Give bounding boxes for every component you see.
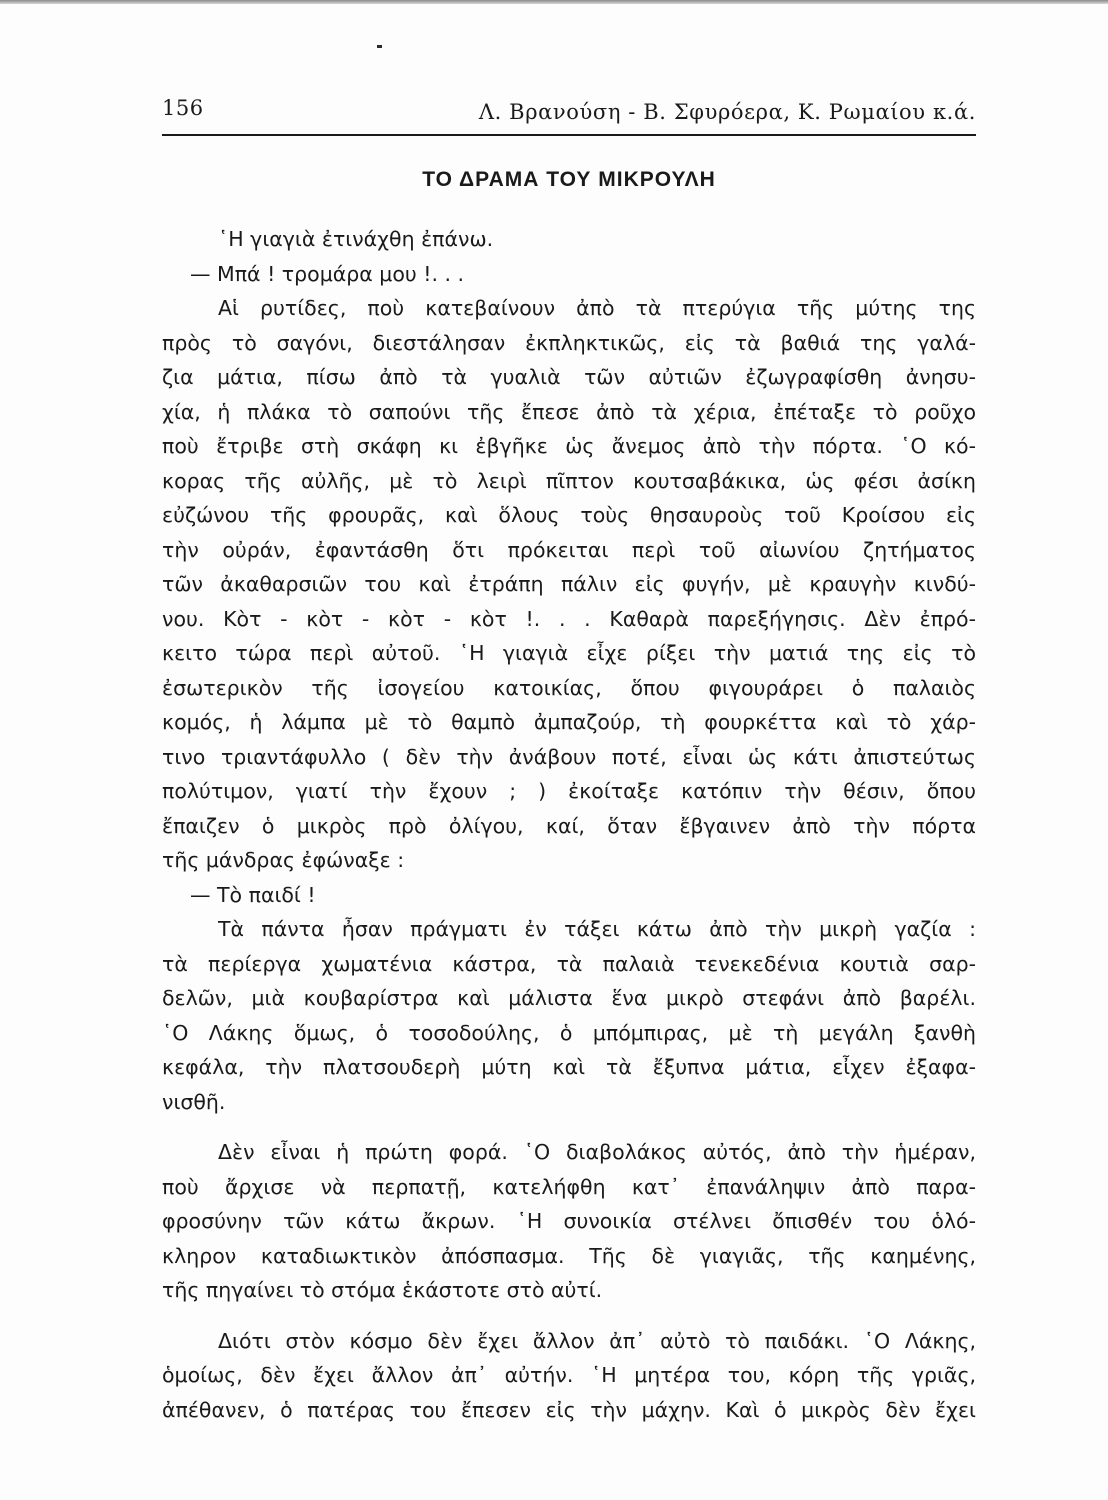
paragraph-gap <box>162 1308 976 1324</box>
text-line: Δὲν εἶναι ἡ πρώτη φορά. ῾Ο διαβολάκος αὐτός, ἀπὸ τὴν ἡμέραν, <box>218 1140 976 1164</box>
text-line: ἀπέθανεν, ὁ πατέρας του ἔπεσεν εἰς τὴν μάχην. Καὶ ὁ μικρὸς δὲν ἔχει <box>162 1397 976 1422</box>
text-line: χία, ἡ πλάκα τὸ σαπούνι τῆς ἔπεσε ἀπὸ τὰ χέρια, ἐπέταξε τὸ ροῦχο <box>162 399 976 424</box>
text-line: — Μπά ! τρομάρα μου !. . . <box>190 261 465 286</box>
text-line: τῆς μάνδρας ἐφώναξε : <box>162 848 405 872</box>
text-line: τὴν οὐράν, ἐφαντάσθη ὅτι πρόκειται περὶ τοῦ αἰωνίου ζητήματος <box>162 537 976 562</box>
text-line: κομός, ἡ λάμπα μὲ τὸ θαμπὸ ἀμπαζούρ, τὴ φουρκέττα καὶ τὸ χάρ- <box>162 710 976 734</box>
text-line: ζια μάτια, πίσω ἀπὸ τὰ γυαλιὰ τῶν αὐτιῶν ἐζωγραφίσθη ἀνησυ- <box>162 365 976 389</box>
scan-speck <box>377 45 382 48</box>
text-line: φροσύνην τῶν κάτω ἄκρων. ῾Η συνοικία στέλνει ὄπισθέν του ὁλό- <box>162 1209 976 1233</box>
text-line: ὁμοίως, δὲν ἔχει ἄλλον ἀπ᾿ αὐτήν. ῾Η μητέρα του, κόρη τῆς γριᾶς, <box>162 1363 976 1387</box>
chapter-title: ΤΟ ΔΡΑΜΑ ΤΟΥ ΜΙΚΡΟΥΛΗ <box>422 168 716 191</box>
text-line: κεφάλα, τὴν πλατσουδερὴ μύτη καὶ τὰ ἔξυπνα μάτια, εἶχεν ἐξαφα- <box>162 1055 976 1079</box>
text-line: κειτο τώρα περὶ αὐτοῦ. ῾Η γιαγιὰ εἶχε ρίξει τὴν ματιά της εἰς τὸ <box>162 641 976 665</box>
text-line: ῾Η γιαγιὰ ἐτινάχθη ἐπάνω. <box>218 227 494 251</box>
text-line: κληρον καταδιωκτικὸν ἀπόσπασμα. Τῆς δὲ γιαγιᾶς, τῆς καημένης, <box>162 1243 976 1268</box>
text-line: κορας τῆς αὐλῆς, μὲ τὸ λειρὶ πῖπτον κουτσαβάκικα, ὡς φέσι ἀσίκη <box>162 468 976 493</box>
text-line: τῶν ἀκαθαρσιῶν του καὶ ἐτράπη πάλιν εἰς φυγήν, μὲ κραυγὴν κινδύ- <box>162 572 976 596</box>
running-head <box>162 96 976 126</box>
text-line: — Τὸ παιδί ! <box>190 882 316 907</box>
paragraph-gap <box>162 1119 976 1135</box>
running-head-authors: Λ. Βρανούση - Β. Σφυρόερα, Κ. Ρωμαίου κ.ά. <box>478 100 976 124</box>
text-line: τὰ περίεργα χωματένια κάστρα, τὰ παλαιὰ τενεκεδένια κουτιὰ σαρ- <box>162 951 976 976</box>
text-line: ῾Ο Λάκης ὅμως, ὁ τοσοδούλης, ὁ μπόμπιρας, μὲ τὴ μεγάλη ξανθὴ <box>162 1020 976 1045</box>
page-number: 156 <box>162 96 204 120</box>
header-rule <box>162 134 976 136</box>
text-line: νου. Κὸτ - κὸτ - κὸτ - κὸτ !. . . Καθαρὰ παρεξήγησις. Δὲν ἐπρό- <box>162 606 976 631</box>
text-line: ποὺ ἄρχισε νὰ περπατῇ, κατελήφθη κατ᾿ ἐπανάληψιν ἀπὸ παρα- <box>162 1174 976 1199</box>
text-line: πολύτιμον, γιατί τὴν ἔχουν ; ) ἐκοίταξε κατόπιν τὴν θέσιν, ὅπου <box>162 779 976 803</box>
text-line: ποὺ ἔτριβε στὴ σκάφη κι ἐβγῆκε ὡς ἄνεμος ἀπὸ τὴν πόρτα. ῾Ο κό- <box>162 434 976 458</box>
body-text <box>162 222 976 1427</box>
text-line: τινο τριαντάφυλλο ( δὲν τὴν ἀνάβουν ποτέ, εἶναι ὡς κάτι ἀπιστεύτως <box>162 744 976 769</box>
text-line: δελῶν, μιὰ κουβαρίστρα καὶ μάλιστα ἕνα μικρὸ στεφάνι ἀπὸ βαρέλι. <box>162 986 976 1010</box>
scan-top-edge <box>0 0 1108 4</box>
text-line: ἔπαιζεν ὁ μικρὸς πρὸ ὀλίγου, καί, ὅταν ἔβγαινεν ἀπὸ τὴν πόρτα <box>162 813 976 838</box>
text-line: Τὰ πάντα ἦσαν πράγματι ἐν τάξει κάτω ἀπὸ τὴν μικρὴ γαζία : <box>218 917 976 941</box>
text-line: νισθῆ. <box>162 1089 226 1114</box>
text-line: Αἱ ρυτίδες, ποὺ κατεβαίνουν ἀπὸ τὰ πτερύγια τῆς μύτης της <box>218 296 976 320</box>
text-line: εὐζώνου τῆς φρουρᾶς, καὶ ὅλους τοὺς θησαυροὺς τοῦ Κροίσου εἰς <box>162 503 976 527</box>
text-line: τῆς πηγαίνει τὸ στόμα ἑκάστοτε στὸ αὐτί. <box>162 1278 603 1302</box>
text-line: πρὸς τὸ σαγόνι, διεστάλησαν ἐκπληκτικῶς, εἰς τὰ βαθιά της γαλά- <box>162 330 976 355</box>
text-line: Διότι στὸν κόσμο δὲν ἔχει ἄλλον ἀπ᾿ αὐτὸ τὸ παιδάκι. ῾Ο Λάκης, <box>218 1328 976 1353</box>
text-line: ἐσωτερικὸν τῆς ἰσογείου κατοικίας, ὅπου φιγουράρει ὁ παλαιὸς <box>162 675 976 700</box>
